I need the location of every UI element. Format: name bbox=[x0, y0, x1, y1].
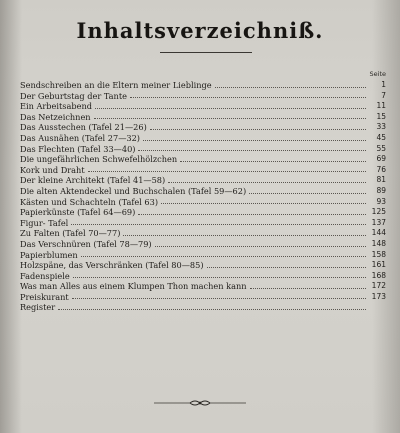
toc-entry bbox=[20, 154, 386, 165]
toc-entry-title: Papierblumen bbox=[20, 249, 78, 260]
toc-entry-title: Der Geburtstag der Tante bbox=[20, 90, 127, 101]
toc-entry bbox=[20, 122, 386, 133]
toc-entry-page: 7 bbox=[381, 90, 386, 100]
toc-entry bbox=[20, 112, 386, 123]
toc-entry-page: 168 bbox=[371, 270, 386, 280]
dot-leader bbox=[143, 140, 366, 141]
toc-entry bbox=[20, 281, 386, 292]
toc-entry bbox=[20, 80, 386, 91]
toc-entry bbox=[20, 197, 386, 208]
dot-leader bbox=[207, 267, 366, 268]
toc-entry-title: Papierkünste (Tafel 64—69) bbox=[20, 207, 136, 218]
dot-leader bbox=[249, 193, 366, 194]
toc-entry-page: 148 bbox=[371, 238, 386, 248]
title-underline bbox=[160, 52, 252, 53]
dot-leader bbox=[71, 224, 366, 225]
page-column-header: Seite bbox=[369, 70, 386, 78]
dot-leader bbox=[88, 171, 366, 172]
toc-entry-page: 11 bbox=[376, 101, 386, 111]
toc-entry-page: 172 bbox=[371, 281, 386, 291]
toc-entry-page: 81 bbox=[376, 175, 386, 185]
toc-entry bbox=[20, 144, 386, 155]
dot-leader bbox=[138, 214, 366, 215]
toc-entry bbox=[20, 207, 386, 218]
toc-entry bbox=[20, 271, 386, 282]
dot-leader bbox=[95, 108, 366, 109]
toc-entry-page: 144 bbox=[371, 228, 386, 238]
table-of-contents bbox=[20, 80, 386, 313]
toc-entry-page: 158 bbox=[371, 249, 386, 259]
dot-leader bbox=[130, 97, 366, 98]
toc-entry-title: Das Ausstechen (Tafel 21—26) bbox=[20, 122, 147, 133]
dot-leader bbox=[58, 309, 366, 310]
toc-entry-page: 45 bbox=[376, 132, 386, 142]
toc-entry-page: 69 bbox=[376, 154, 386, 164]
toc-entry bbox=[20, 218, 386, 229]
dot-leader bbox=[168, 182, 366, 183]
toc-entry-page: 125 bbox=[371, 207, 386, 217]
toc-entry-title: Figur- Tafel bbox=[20, 217, 69, 228]
toc-entry-title: Die ungefährlichen Schwefelhölzchen bbox=[20, 154, 178, 165]
toc-entry-page: 55 bbox=[376, 143, 386, 153]
toc-entry-title: Preiskurant bbox=[20, 291, 69, 302]
toc-entry-title: Was man Alles aus einem Klumpen Thon machen kann bbox=[20, 281, 247, 292]
toc-entry bbox=[20, 250, 386, 261]
toc-entry bbox=[20, 165, 386, 176]
dot-leader bbox=[81, 256, 366, 257]
toc-entry-page: 173 bbox=[371, 291, 386, 301]
toc-entry-title: Das Verschnüren (Tafel 78—79) bbox=[20, 238, 152, 249]
toc-entry-title: Die alten Aktendeckel und Buchschalen (Tafel 59—62) bbox=[20, 185, 247, 196]
ornament-divider-icon bbox=[150, 398, 250, 408]
toc-entry bbox=[20, 101, 386, 112]
toc-entry bbox=[20, 302, 386, 313]
toc-entry-title: Register bbox=[20, 302, 56, 313]
dot-leader bbox=[94, 118, 366, 119]
toc-entry-title: Kästen und Schachteln (Tafel 63) bbox=[20, 196, 159, 207]
dot-leader bbox=[155, 246, 366, 247]
toc-entry-page: 137 bbox=[371, 217, 386, 227]
toc-entry bbox=[20, 239, 386, 250]
toc-entry-title: Das Netzeichnen bbox=[20, 111, 91, 122]
toc-entry-title: Zu Falten (Tafel 70—77) bbox=[20, 228, 121, 239]
toc-entry bbox=[20, 260, 386, 271]
toc-entry-page: 89 bbox=[376, 185, 386, 195]
toc-entry bbox=[20, 133, 386, 144]
toc-entry-title: Sendschreiben an die Eltern meiner Lieblinge bbox=[20, 80, 212, 90]
toc-entry-title: Fadenspiele bbox=[20, 270, 70, 281]
dot-leader bbox=[161, 203, 366, 204]
toc-entry-page: 1 bbox=[381, 80, 386, 89]
toc-entry bbox=[20, 186, 386, 197]
toc-entry bbox=[20, 228, 386, 239]
toc-entry-title: Der kleine Architekt (Tafel 41—58) bbox=[20, 175, 166, 186]
toc-entry bbox=[20, 91, 386, 102]
toc-entry-title: Das Ausnähen (Tafel 27—32) bbox=[20, 132, 141, 143]
dot-leader bbox=[138, 150, 366, 151]
toc-entry-page: 15 bbox=[376, 111, 386, 121]
dot-leader bbox=[250, 288, 366, 289]
dot-leader bbox=[150, 129, 366, 130]
toc-entry bbox=[20, 292, 386, 303]
dot-leader bbox=[123, 235, 366, 236]
toc-entry bbox=[20, 175, 386, 186]
dot-leader bbox=[72, 298, 366, 299]
dot-leader bbox=[73, 277, 366, 278]
toc-entry-title: Ein Arbeitsabend bbox=[20, 101, 92, 112]
page-title: Inhaltsverzeichniß. bbox=[76, 18, 324, 43]
toc-entry-title: Das Flechten (Tafel 33—40) bbox=[20, 143, 136, 154]
toc-entry-page: 76 bbox=[376, 164, 386, 174]
dot-leader bbox=[180, 161, 366, 162]
dot-leader bbox=[215, 87, 366, 88]
toc-entry-page: 93 bbox=[376, 196, 386, 206]
toc-entry-page: 33 bbox=[376, 122, 386, 132]
toc-entry-title: Holzspäne, das Verschränken (Tafel 80—85) bbox=[20, 260, 204, 271]
toc-entry-page: 161 bbox=[371, 260, 386, 270]
toc-entry-title: Kork und Draht bbox=[20, 164, 85, 175]
